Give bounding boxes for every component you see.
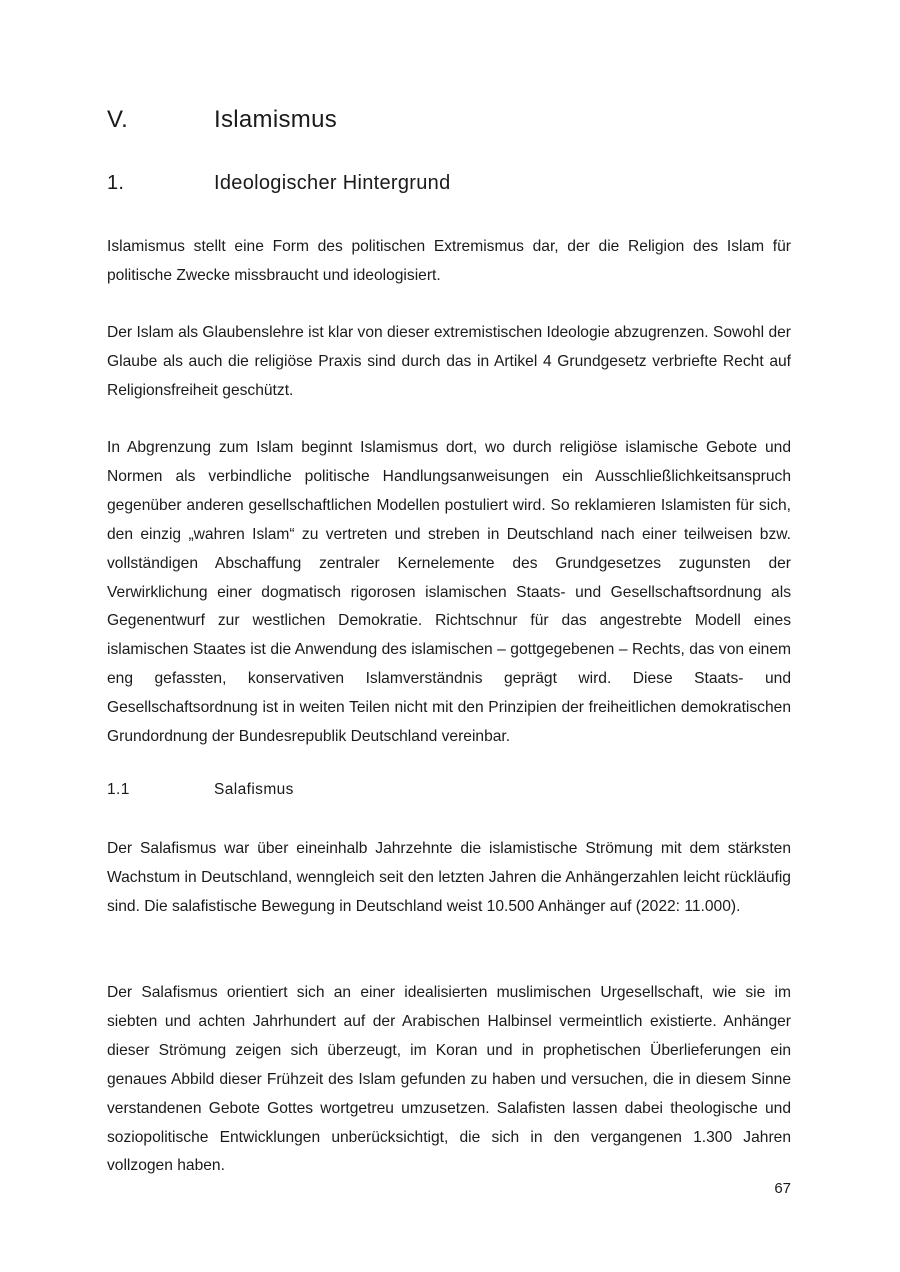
section-title: Ideologischer Hintergrund xyxy=(214,172,451,194)
chapter-heading xyxy=(107,106,791,134)
paragraph-salafismus-orientation: Der Salafismus orientiert sich an einer idealisierten muslimischen Urgesellschaft, wie sie im siebten und achten Jahrhundert auf der Arabischen Halbinsel vermeintlich existierte. Anhänger dieser Strömung zeigen sich überzeugt, im Koran und in prophetischen Überlieferungen ein genaues Abbild dieser Frühzeit des Islam gefunden zu haben und versuchen, die in diesem Sinne verstandenen Gebote Gottes wortgetreu umzusetzen. Salafisten lassen dabei theologische und soziopolitische Entwicklungen unberücksichtigt, die sich in den vergangenen 1.300 Jahren vollzogen haben. xyxy=(107,984,791,1175)
subsection-heading xyxy=(107,781,791,799)
chapter-title: Islamismus xyxy=(214,106,338,133)
page-number: 67 xyxy=(774,1180,791,1197)
section-number: 1. xyxy=(107,172,125,194)
paragraph-salafismus-growth: Der Salafismus war über eineinhalb Jahrzehnte die islamistische Strömung mit dem stärksten Wachstum in Deutschland, wenngleich seit den letzten Jahren die Anhängerzahlen leicht rückläufig sind. Die salafistische Bewegung in Deutschland weist 10.500 Anhänger auf (2022: 11.000). xyxy=(107,840,791,915)
paragraph-islamismus-boundary: In Abgrenzung zum Islam beginnt Islamismus dort, wo durch religiöse islamische Gebote und Normen als verbindliche politische Handlungsanweisungen ein Ausschließlichkeitsanspruch gegenüber anderen gesellschaftlichen Modellen postuliert wird. So reklamieren Islamisten für sich, den einzig „wahren Islam“ zu vertreten und streben in Deutschland nach einer teilweisen bzw. vollständigen Abschaffung zentraler Kernelemente des Grundgesetzes zugunsten der Verwirklichung einer dogmatisch rigorosen islamischen Staats- und Gesellschaftsordnung als Gegenentwurf zur westlichen Demokratie. Richtschnur für das angestrebte Modell eines islamischen Staates ist die Anwendung des islamischen – gottgegebenen – Rechts, das von einem eng gefassten, konservativen Islamverständnis geprägt wird. Diese Staats- und Gesellschaftsordnung ist in weiten Teilen nicht mit den Prinzipien der freiheitlichen demokratischen Grundordnung der Bundesrepublik Deutschland vereinbar. xyxy=(107,439,791,746)
subsection-title: Salafismus xyxy=(214,781,294,798)
chapter-number: V. xyxy=(107,106,129,133)
section-heading xyxy=(107,172,791,195)
subsection-number: 1.1 xyxy=(107,781,130,798)
paragraph-islamismus-definition: Islamismus stellt eine Form des politischen Extremismus dar, der die Religion des Islam für politische Zwecke missbraucht und ideologisiert. xyxy=(107,238,791,284)
paragraph-islam-distinction: Der Islam als Glaubenslehre ist klar von dieser extremistischen Ideologie abzugrenzen. Sowohl der Glaube als auch die religiöse Praxis sind durch das in Artikel 4 Grundgesetz verbriefte Recht auf Religionsfreiheit geschützt. xyxy=(107,324,791,399)
